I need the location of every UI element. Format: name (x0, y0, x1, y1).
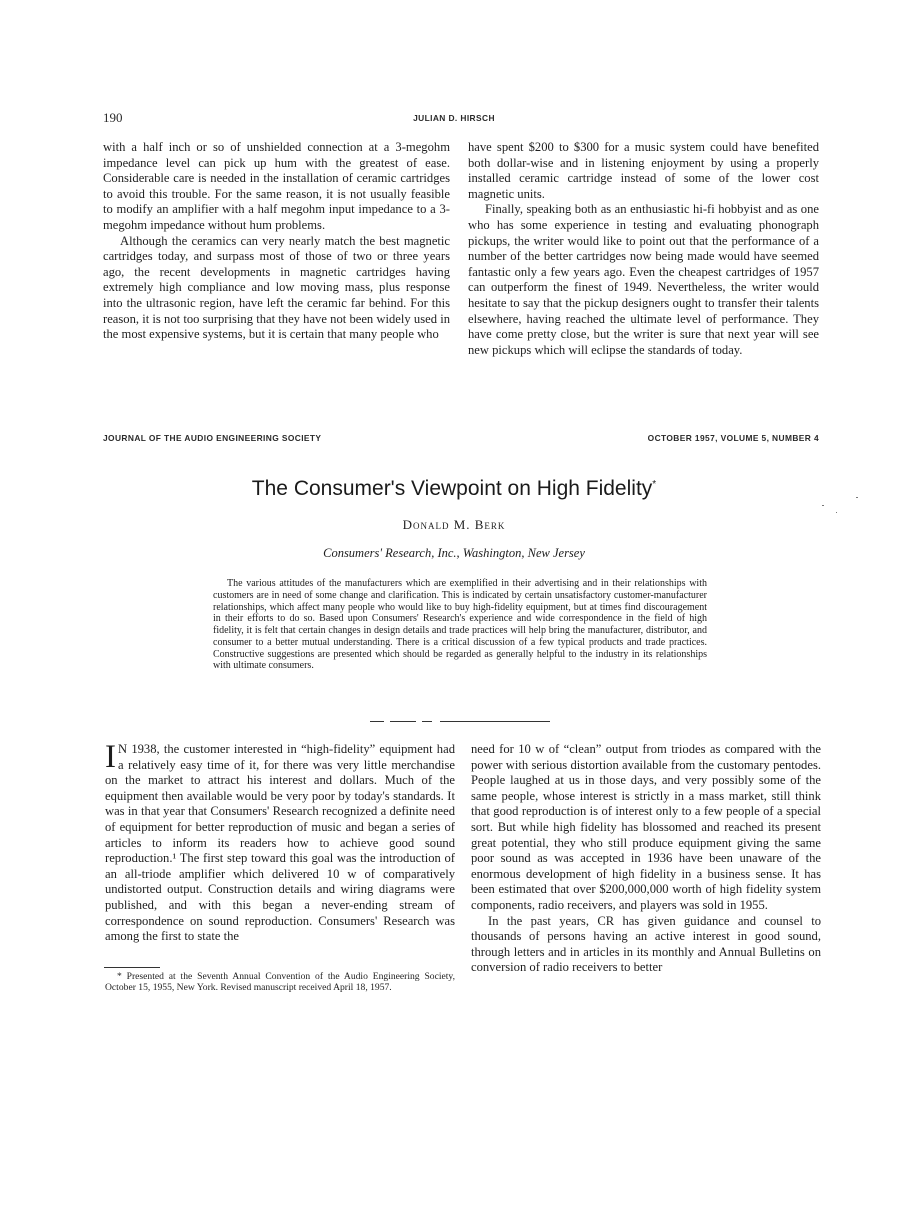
scan-speck (836, 512, 837, 513)
abstract (213, 578, 707, 672)
article-title-text: The Consumer's Viewpoint on High Fidelity (251, 477, 653, 500)
article-affiliation: Consumers' Research, Inc., Washington, New Jersey (323, 546, 585, 560)
separator-dash (370, 721, 384, 722)
title-footnote-mark: * (652, 479, 657, 490)
scan-speck (822, 505, 824, 506)
paragraph: need for 10 w of “clean” output from triodes as compared with the power with serious distortion available from the customary pentodes. People laughed at us in those days, and very possibly some of the same people, whose interest is strictly in a mass market, still think that good reproduction is of interest only to a few people of a special sort. But while high fidelity has blossomed and reached its present great potential, they who still produce equipment giving the same poor sound as was accepted in 1936 have been unaware of the enormous development of high fidelity in a business sense. It has been estimated that over $200,000,000 worth of high fidelity system components, radio receivers, and players was sold in 1955. (471, 742, 821, 912)
page-number: 190 (103, 110, 123, 125)
paragraph: In the past years, CR has given guidance and counsel to thousands of persons having an active interest in good sound, through letters and in articles in its monthly and Annual Bulletins on conversion of radio receivers to better (471, 913, 821, 975)
paragraph: Finally, speaking both as an enthusiastic hi-fi hobbyist and as one who has some experience in testing and evaluating phonograph pickups, the writer would like to point out that the performance of a number of the better cartridges now being made would have seemed fantastic only a few years ago. Even the cheapest cartridges of 1957 can outperform the finest of 1949. Nevertheless, the writer would hesitate to say that the pickup designers ought to transfer their talents elsewhere, having reached the ultimate level of performance. They have come pretty close, but the writer is sure that next year will see new pickups which will eclipse the standards of today. (468, 202, 819, 357)
paragraph: Although the ceramics can very nearly match the best magnetic cartridges today, and surpass most of those of two or three years ago, the recent developments in magnetic cartridges having extremely high compliance and low moving mass, plus response into the ultrasonic region, have left the ceramic far behind. For this reason, it is not too surprising that they have not been widely used in the most expensive systems, but it is certain that many people who (103, 233, 450, 342)
journal-name: JOURNAL OF THE AUDIO ENGINEERING SOCIETY (103, 433, 322, 443)
separator-dash (390, 721, 416, 722)
separator-dash (422, 721, 432, 722)
article-title (0, 477, 908, 501)
scan-speck (856, 497, 858, 498)
footnote-rule (104, 967, 160, 968)
article-author: Donald M. Berk (402, 517, 506, 532)
paragraph: with a half inch or so of unshielded connection at a 3-megohm impedance level can pick up hum with the greatest of ease. Considerable care is needed in the installation of ceramic cartridges to avoid this trouble. For the same reason, it is not usually feasible to modify an amplifier with a half megohm input impedance to a 3-megohm impedance without hum problems. (103, 140, 450, 232)
body-left-column (105, 739, 455, 945)
previous-article-left-column (103, 140, 450, 343)
opening-paragraph-text: N 1938, the customer interested in “high-fidelity” equipment had a relatively easy time of it, for there was very little merchandise on the market to attract his interest and dollars. Much of the equipment then available would be very poor by today's standards. It was in that year that Consumers' Research recognized a definite need of equipment for better reproduction of music and began a series of articles to inform its readers how to achieve good sound reproduction.¹ The first step toward this goal was the introduction of an all-triode amplifier which delivered 10 w of comparatively undistorted output. Construction details and wiring diagrams were published, and with this began a never-ending stream of correspondence on sound reproduction. Consumers' Research was among the first to state the (105, 742, 455, 944)
footnote: * Presented at the Seventh Annual Convention of the Audio Engineering Society, October 15, 1955, New York. Revised manuscript received April 18, 1957. (105, 971, 455, 993)
paragraph: have spent $200 to $300 for a music system could have benefited both dollar-wise and in listening enjoyment by using a properly installed ceramic cartridge instead of some of the lower cost magnetic units. (468, 140, 819, 201)
running-head: JULIAN D. HIRSCH (413, 113, 495, 123)
opening-paragraph (105, 739, 455, 945)
body-right-column (471, 742, 821, 976)
drop-cap: I (105, 739, 116, 775)
separator-rule (440, 721, 550, 722)
abstract-text: The various attitudes of the manufacturers which are exemplified in their advertising and in their relationships with customers are in need of some change and clarification. This is indicated by certain unsatisfactory customer-manufacturer relationships, which affect many people who would like to buy high-fidelity equipment, but at times find discouragement in their efforts to do so. Based upon Consumers' Research's experience and wide correspondence in the field of high fidelity, it is felt that certain changes in design details and trade practices will help bring the manufacturer, distributor, and consumer to a better mutual understanding. There is a critical discussion of a few typical products and trade practices. Constructive suggestions are presented which should be regarded as generally helpful to the industry in its relationships with ultimate consumers. (213, 578, 707, 672)
journal-issue: OCTOBER 1957, VOLUME 5, NUMBER 4 (647, 433, 819, 443)
previous-article-right-column (468, 140, 819, 358)
